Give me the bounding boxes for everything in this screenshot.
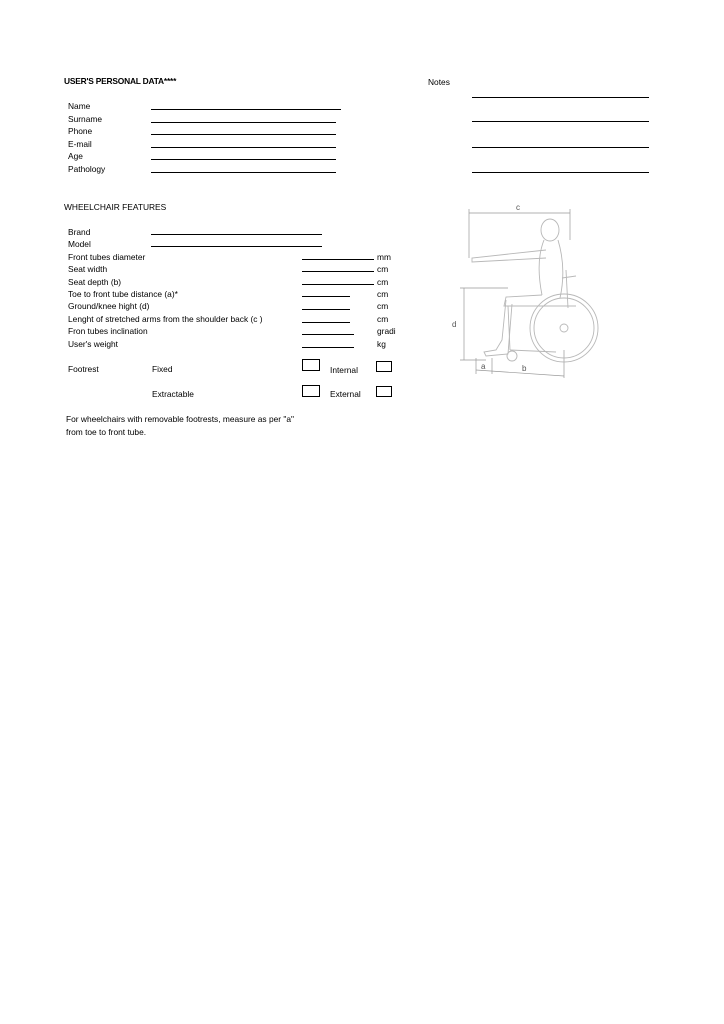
front-caster — [507, 351, 517, 361]
tubes-inclination-unit: gradi — [377, 326, 396, 336]
footnote-line-1: For wheelchairs with removable footrests, measure as per "a" — [66, 414, 294, 424]
notes-line-2[interactable] — [472, 121, 649, 122]
brand-field[interactable] — [151, 234, 322, 235]
external-label: External — [330, 389, 361, 399]
seat-width-unit: cm — [377, 264, 389, 274]
front-tubes-diameter-label: Front tubes diameter — [68, 252, 146, 262]
notes-line-1[interactable] — [472, 97, 649, 98]
head-outline — [541, 219, 559, 241]
arm-length-unit: cm — [377, 314, 389, 324]
external-checkbox[interactable] — [376, 386, 392, 397]
user-weight-label: User's weight — [68, 339, 119, 349]
seat-width-field[interactable] — [302, 271, 374, 272]
model-label: Model — [68, 239, 91, 249]
label-b: b — [522, 364, 527, 373]
age-label: Age — [68, 151, 83, 161]
tubes-inclination-field[interactable] — [302, 334, 354, 335]
email-label: E-mail — [68, 139, 92, 149]
lower-frame — [510, 350, 556, 352]
wheelchair-diagram — [446, 200, 606, 380]
wheelchair-diagram-svg — [446, 200, 606, 380]
notes-title: Notes — [428, 77, 450, 87]
torso-back — [558, 240, 563, 298]
name-field[interactable] — [151, 109, 341, 110]
pathology-field[interactable] — [151, 172, 336, 173]
personal-data-title: USER'S PERSONAL DATA**** — [64, 76, 177, 86]
surname-field[interactable] — [151, 122, 336, 123]
ground-knee-label: Ground/knee hight (d) — [68, 301, 150, 311]
seat-depth-unit: cm — [377, 277, 389, 287]
internal-checkbox[interactable] — [376, 361, 392, 372]
phone-field[interactable] — [151, 134, 336, 135]
brand-label: Brand — [68, 227, 91, 237]
toe-distance-unit: cm — [377, 289, 389, 299]
seat-depth-field[interactable] — [302, 284, 374, 285]
push-handle — [562, 276, 576, 278]
arm-length-label: Lenght of stretched arms from the shoulder back (c ) — [68, 314, 263, 324]
extractable-checkbox[interactable] — [302, 385, 320, 397]
tubes-inclination-label: Fron tubes inclination — [68, 326, 148, 336]
front-tubes-diameter-unit: mm — [377, 252, 391, 262]
wheelchair-features-title: WHEELCHAIR FEATURES — [64, 202, 167, 212]
name-label: Name — [68, 101, 91, 111]
user-weight-unit: kg — [377, 339, 386, 349]
rear-wheel-rim — [534, 298, 594, 358]
torso-front — [539, 240, 544, 295]
label-c: c — [516, 203, 520, 212]
fixed-checkbox[interactable] — [302, 359, 320, 371]
notes-line-4[interactable] — [472, 172, 649, 173]
pathology-label: Pathology — [68, 164, 106, 174]
ab-dimension-line — [476, 370, 564, 376]
toe-distance-label: Toe to front tube distance (a)* — [68, 289, 178, 299]
ground-knee-field[interactable] — [302, 309, 350, 310]
backrest — [566, 270, 568, 308]
notes-line-3[interactable] — [472, 147, 649, 148]
label-a: a — [481, 362, 486, 371]
toe-distance-field[interactable] — [302, 296, 350, 297]
internal-label: Internal — [330, 365, 358, 375]
footnote-line-2: from toe to front tube. — [66, 427, 147, 437]
age-field[interactable] — [151, 159, 336, 160]
email-field[interactable] — [151, 147, 336, 148]
model-field[interactable] — [151, 246, 322, 247]
seat-depth-label: Seat depth (b) — [68, 277, 122, 287]
extractable-label: Extractable — [152, 389, 194, 399]
fixed-label: Fixed — [152, 364, 173, 374]
wheel-hub — [560, 324, 568, 332]
front-tubes-diameter-field[interactable] — [302, 259, 374, 260]
arm-length-field[interactable] — [302, 322, 350, 323]
phone-label: Phone — [68, 126, 93, 136]
surname-label: Surname — [68, 114, 102, 124]
label-d: d — [452, 320, 457, 329]
footrest-label: Footrest — [68, 364, 99, 374]
user-weight-field[interactable] — [302, 347, 354, 348]
ground-knee-unit: cm — [377, 301, 389, 311]
arm-outline — [472, 250, 546, 262]
seat-width-label: Seat width — [68, 264, 108, 274]
